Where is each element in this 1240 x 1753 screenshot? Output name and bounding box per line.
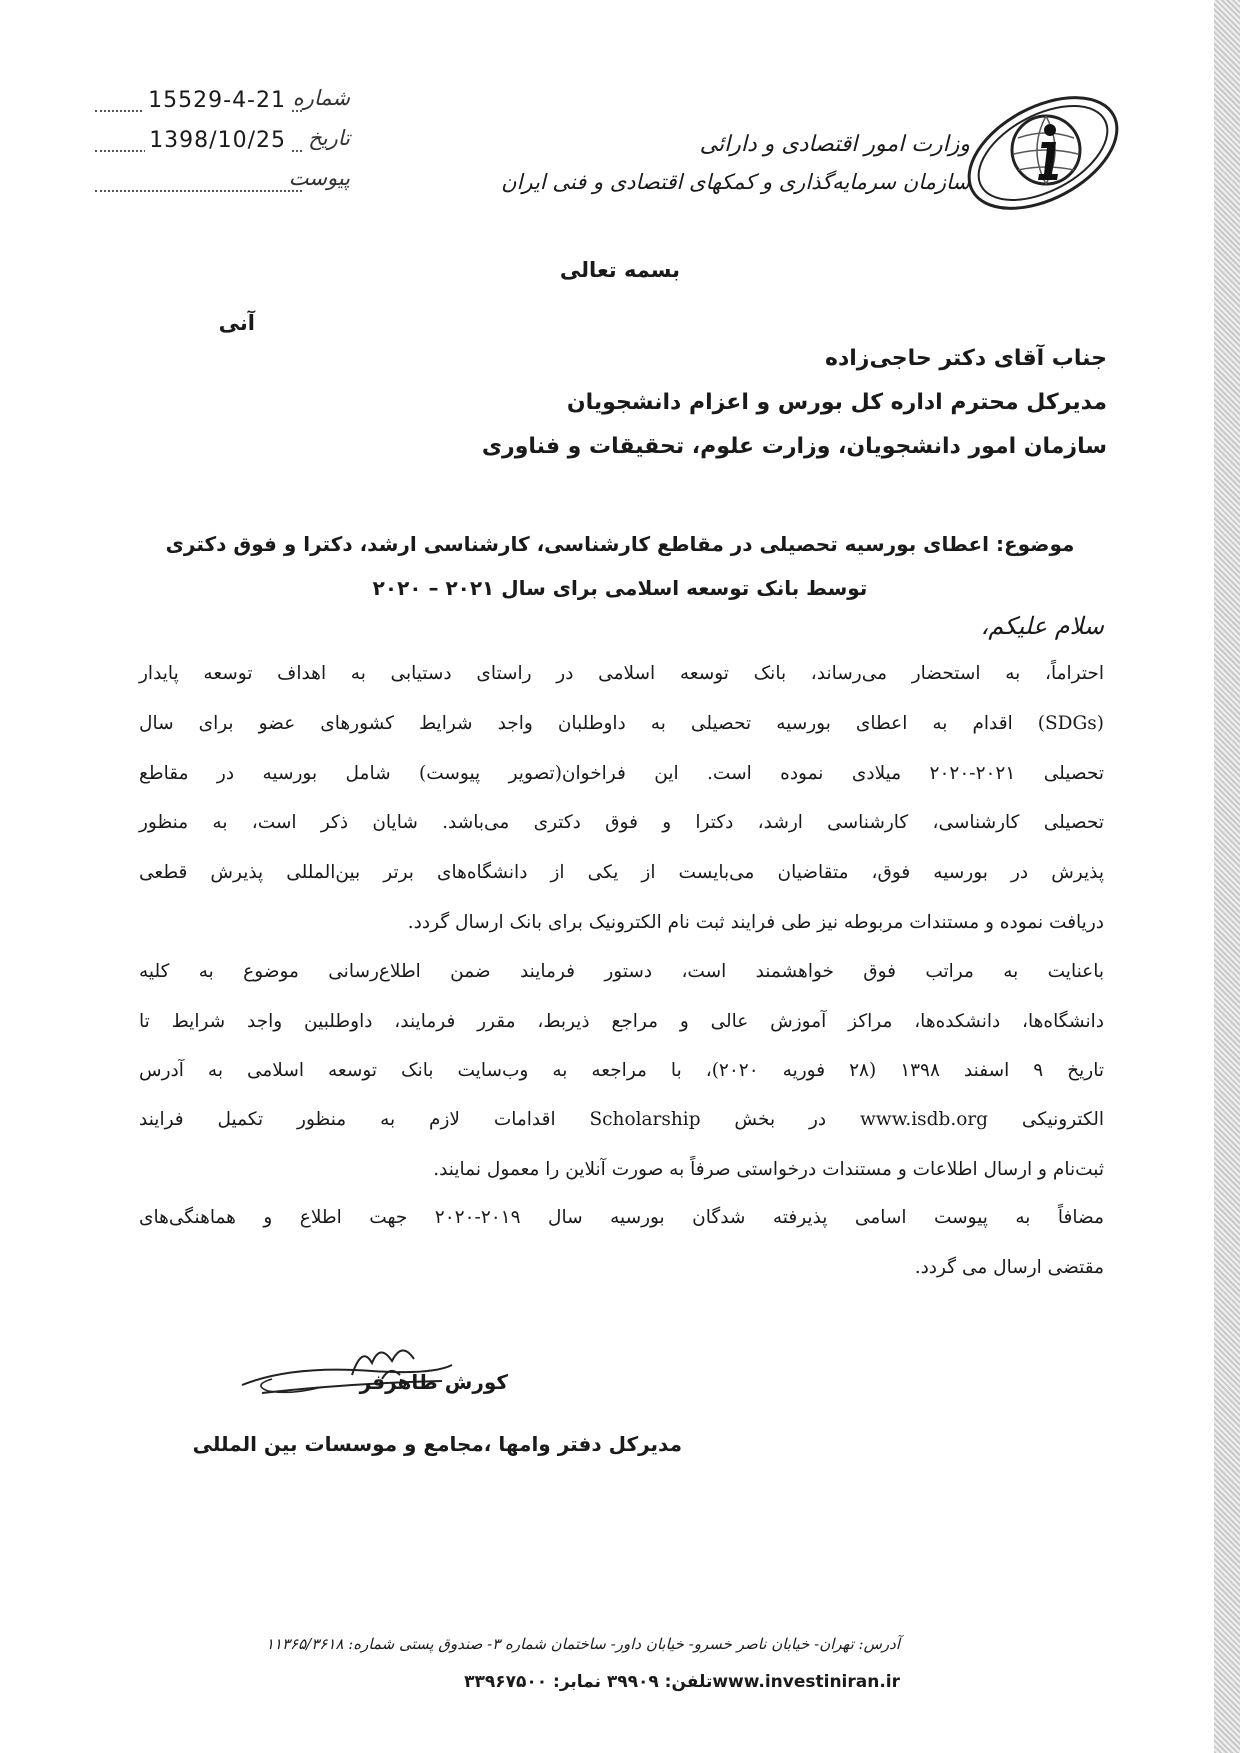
body-line: الکترونیکی www.isdb.org در بخش Scholarship اقدامات لازم به منظور تکمیل فرایند	[139, 1109, 1104, 1130]
body-line: دریافت نموده و مستندات مربوطه نیز طی فرایند ثبت نام الکترونیک برای بانک ارسال گردد.	[407, 912, 1104, 933]
ministry-name: وزارت امور اقتصادی و دارائی	[699, 132, 970, 157]
addressee-line-3: سازمان امور دانشجویان، وزارت علوم، تحقیقات و فناوری	[481, 434, 1107, 459]
reference-number-row	[95, 86, 350, 120]
attachment-label: پیوست	[288, 166, 350, 190]
subject-line-2: توسط بانک توسعه اسلامی برای سال ۲۰۲۱ – ۲۰۲۰	[372, 576, 868, 600]
attachment-row	[95, 166, 350, 200]
footer-contact: www.investiniran.irتلفن: ۳۹۹۰۹ نمابر: ۳۳۹۶۷۵۰۰	[464, 1672, 900, 1692]
body-line: باعنایت به مراتب فوق خواهشمند است، دستور فرمایند ضمن اطلاع‌رسانی موضوع به کلیه	[139, 961, 1104, 982]
body-line: احتراماً، به استحضار می‌رساند، بانک توسعه اسلامی در راستای دستیابی به اهداف توسعه پایدار	[139, 663, 1104, 684]
body-line: پذیرش در بورسیه فوق، متقاضیان می‌بایست از یکی از دانشگاه‌های برتر بین‌المللی پذیرش قطعی	[139, 862, 1104, 883]
reference-number-value: 15529-4-21	[144, 88, 290, 113]
body-line: تحصیلی کارشناسی، کارشناسی ارشد، دکترا و فوق دکتری می‌باشد. شایان ذکر است، به منظور	[139, 812, 1104, 833]
signatory-title: مدیرکل دفتر وامها ،مجامع و موسسات بین المللی	[192, 1432, 682, 1456]
salutation: سلام علیکم،	[980, 612, 1104, 640]
subject-line-1: موضوع: اعطای بورسیه تحصیلی در مقاطع کارشناسی، کارشناسی ارشد، دکترا و فوق دکتری	[165, 532, 1075, 556]
addressee-line-2: مدیرکل محترم اداره کل بورس و اعزام دانشجویان	[566, 390, 1107, 415]
body-line: تحصیلی ۲۰۲۱-۲۰۲۰ میلادی نموده است. این فراخوان(تصویر پیوست) شامل بورسیه در مقاطع	[139, 763, 1104, 784]
signatory-name: کورش طاهرفر	[359, 1370, 508, 1394]
urgency-label: آنی	[218, 311, 255, 335]
reference-number-label: شماره	[292, 86, 350, 110]
date-label: تاریخ	[308, 126, 350, 150]
date-row	[95, 126, 350, 160]
date-value: 1398/10/25	[145, 128, 290, 153]
organization-name: سازمان سرمایه‌گذاری و کمکهای اقتصادی و فنی ایران	[501, 170, 970, 194]
body-line: دانشگاه‌ها، دانشکده‌ها، مراکز آموزش عالی و مراجع ذیربط، مقرر فرمایند، داوطلبین واجد شرایط تا	[139, 1011, 1104, 1032]
body-line: مضافاً به پیوست اسامی پذیرفته شدگان بورسیه سال ۲۰۱۹-۲۰۲۰ جهت اطلاع و هماهنگی‌های	[139, 1207, 1104, 1228]
bismillah-heading: بسمه تعالی	[559, 258, 681, 282]
info-globe-logo-icon	[958, 88, 1128, 218]
body-line: (SDGs) اقدام به اعطای بورسیه تحصیلی به داوطلبان واجد شرایط کشورهای عضو برای سال	[139, 713, 1104, 734]
body-line: ثبت‌نام و ارسال اطلاعات و مستندات درخواستی صرفاً به صورت آنلاین را معمول نمایند.	[433, 1159, 1104, 1180]
footer-address: آدرس: تهران- خیابان ناصر خسرو- خیابان داور- ساختمان شماره ۳- صندوق پستی شماره: ۱۱۳۶۵/۳۶۱۸	[265, 1635, 900, 1653]
addressee-line-1: جناب آقای دکتر حاجی‌زاده	[824, 346, 1107, 371]
dotted-line	[95, 190, 302, 192]
body-line: مقتضی ارسال می گردد.	[914, 1257, 1104, 1278]
body-line: تاریخ ۹ اسفند ۱۳۹۸ (۲۸ فوریه ۲۰۲۰)، با مراجعه به وب‌سایت بانک توسعه اسلامی به آدرس	[139, 1060, 1104, 1081]
